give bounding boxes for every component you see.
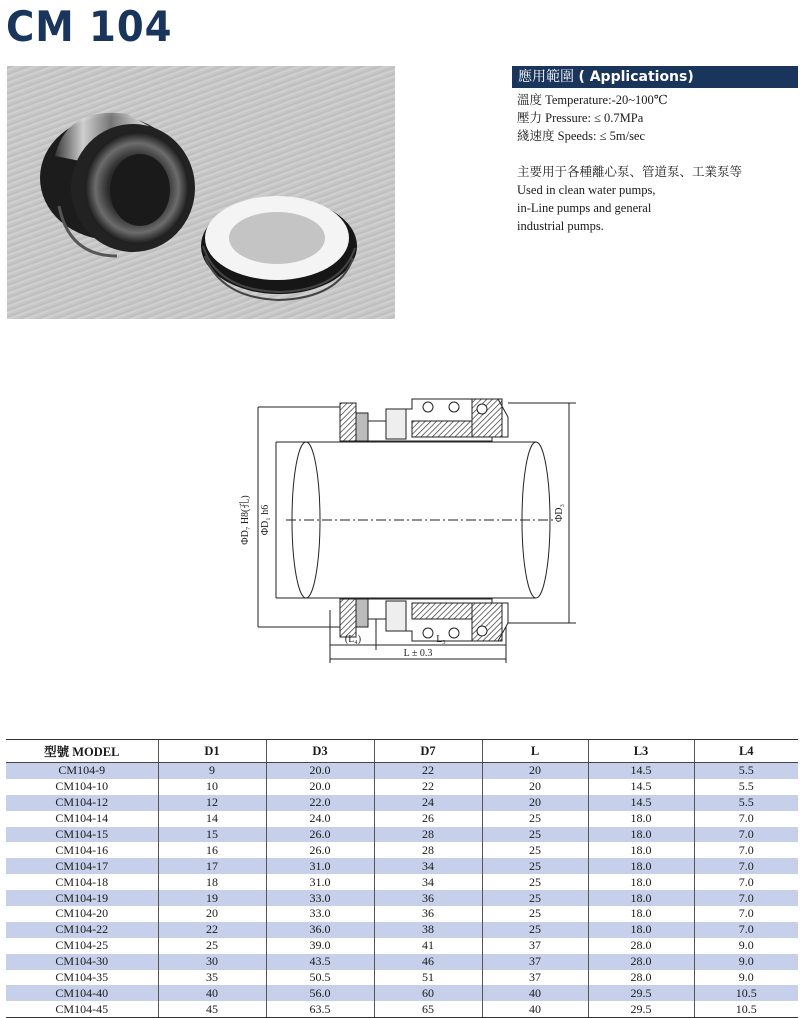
value-cell: 38: [374, 922, 482, 938]
value-cell: 25: [158, 938, 266, 954]
value-cell: 29.5: [588, 985, 694, 1001]
model-cell: CM104-25: [6, 938, 158, 954]
applications-heading-cn: 應用範圍: [518, 69, 574, 85]
value-cell: 22.0: [266, 795, 374, 811]
header-d1: D1: [158, 740, 266, 763]
model-cell: CM104-35: [6, 970, 158, 986]
label-d3: ΦD₃: [554, 503, 565, 523]
model-cell: CM104-30: [6, 954, 158, 970]
page-title: CM 104: [6, 2, 173, 51]
model-table: [6, 739, 798, 1018]
header-model: 型號 MODEL: [6, 740, 158, 763]
value-cell: 10: [158, 779, 266, 795]
value-cell: 26.0: [266, 827, 374, 843]
value-cell: 51: [374, 970, 482, 986]
value-cell: 50.5: [266, 970, 374, 986]
speed-spec: 綫速度 Speeds: ≤ 5m/sec: [517, 129, 646, 143]
table-row: [6, 985, 798, 1001]
value-cell: 31.0: [266, 874, 374, 890]
value-cell: 20: [482, 779, 588, 795]
label-d7: ΦD₇ H8(孔): [240, 495, 251, 545]
value-cell: 40: [158, 985, 266, 1001]
table-row: [6, 842, 798, 858]
value-cell: 17: [158, 858, 266, 874]
applications-usage: [517, 163, 742, 235]
value-cell: 63.5: [266, 1001, 374, 1017]
value-cell: 7.0: [694, 874, 798, 890]
value-cell: 28: [374, 842, 482, 858]
table-row: [6, 858, 798, 874]
value-cell: 7.0: [694, 811, 798, 827]
value-cell: 20: [158, 906, 266, 922]
value-cell: 24: [374, 795, 482, 811]
label-l: L ± 0.3: [403, 648, 433, 659]
value-cell: 25: [482, 827, 588, 843]
value-cell: 14: [158, 811, 266, 827]
value-cell: 28.0: [588, 938, 694, 954]
value-cell: 5.5: [694, 779, 798, 795]
model-cell: CM104-22: [6, 922, 158, 938]
value-cell: 25: [482, 922, 588, 938]
header-d3: D3: [266, 740, 374, 763]
value-cell: 7.0: [694, 890, 798, 906]
table-row: [6, 922, 798, 938]
model-cell: CM104-19: [6, 890, 158, 906]
value-cell: 18.0: [588, 827, 694, 843]
value-cell: 20: [482, 795, 588, 811]
value-cell: 9: [158, 763, 266, 779]
value-cell: 29.5: [588, 1001, 694, 1017]
usage-en-line-1: Used in clean water pumps,: [517, 183, 656, 197]
value-cell: 43.5: [266, 954, 374, 970]
usage-en-line-2: in-Line pumps and general: [517, 201, 652, 215]
value-cell: 9.0: [694, 954, 798, 970]
value-cell: 7.0: [694, 827, 798, 843]
model-cell: CM104-15: [6, 827, 158, 843]
value-cell: 22: [374, 763, 482, 779]
value-cell: 18: [158, 874, 266, 890]
usage-cn: 主要用于各種離心泵、管道泵、工業泵等: [517, 165, 743, 179]
value-cell: 28: [374, 827, 482, 843]
value-cell: 65: [374, 1001, 482, 1017]
technical-drawing: [236, 395, 576, 680]
value-cell: 26: [374, 811, 482, 827]
value-cell: 33.0: [266, 890, 374, 906]
model-cell: CM104-18: [6, 874, 158, 890]
value-cell: 45: [158, 1001, 266, 1017]
applications-specs: [517, 91, 668, 145]
header-d7: D7: [374, 740, 482, 763]
value-cell: 10.5: [694, 1001, 798, 1017]
value-cell: 16: [158, 842, 266, 858]
value-cell: 9.0: [694, 970, 798, 986]
value-cell: 5.5: [694, 795, 798, 811]
value-cell: 39.0: [266, 938, 374, 954]
value-cell: 35: [158, 970, 266, 986]
applications-heading-en: ( Applications): [578, 69, 694, 85]
value-cell: 15: [158, 827, 266, 843]
value-cell: 22: [158, 922, 266, 938]
value-cell: 20: [482, 763, 588, 779]
table-row: [6, 763, 798, 779]
model-cell: CM104-17: [6, 858, 158, 874]
table-row: [6, 827, 798, 843]
table-row: [6, 779, 798, 795]
value-cell: 9.0: [694, 938, 798, 954]
header-l3: L3: [588, 740, 694, 763]
table-row: [6, 954, 798, 970]
applications-heading: [512, 66, 798, 88]
model-cell: CM104-9: [6, 763, 158, 779]
header-l: L: [482, 740, 588, 763]
temperature-spec: 溫度 Temperature:-20~100℃: [517, 93, 668, 107]
value-cell: 36.0: [266, 922, 374, 938]
value-cell: 20.0: [266, 763, 374, 779]
value-cell: 36: [374, 890, 482, 906]
value-cell: 18.0: [588, 842, 694, 858]
table-row: [6, 811, 798, 827]
value-cell: 37: [482, 938, 588, 954]
model-cell: CM104-14: [6, 811, 158, 827]
pressure-spec: 壓力 Pressure: ≤ 0.7MPa: [517, 111, 644, 125]
value-cell: 18.0: [588, 858, 694, 874]
value-cell: 46: [374, 954, 482, 970]
table-row: [6, 1001, 798, 1017]
value-cell: 34: [374, 874, 482, 890]
table-header-row: [6, 740, 798, 763]
product-photo: [7, 66, 395, 319]
value-cell: 18.0: [588, 811, 694, 827]
value-cell: 5.5: [694, 763, 798, 779]
value-cell: 14.5: [588, 779, 694, 795]
value-cell: 14.5: [588, 795, 694, 811]
value-cell: 22: [374, 779, 482, 795]
table-row: [6, 890, 798, 906]
value-cell: 25: [482, 874, 588, 890]
value-cell: 26.0: [266, 842, 374, 858]
value-cell: 40: [482, 1001, 588, 1017]
value-cell: 24.0: [266, 811, 374, 827]
value-cell: 18.0: [588, 890, 694, 906]
value-cell: 25: [482, 906, 588, 922]
table-row: [6, 874, 798, 890]
usage-en-line-3: industrial pumps.: [517, 219, 604, 233]
value-cell: 25: [482, 858, 588, 874]
value-cell: 30: [158, 954, 266, 970]
value-cell: 28.0: [588, 954, 694, 970]
model-cell: CM104-40: [6, 985, 158, 1001]
label-l4: (L₄): [344, 634, 362, 645]
value-cell: 18.0: [588, 906, 694, 922]
value-cell: 7.0: [694, 842, 798, 858]
table-row: [6, 938, 798, 954]
value-cell: 25: [482, 811, 588, 827]
table-row: [6, 906, 798, 922]
value-cell: 25: [482, 842, 588, 858]
value-cell: 7.0: [694, 922, 798, 938]
model-cell: CM104-45: [6, 1001, 158, 1017]
value-cell: 7.0: [694, 858, 798, 874]
value-cell: 18.0: [588, 922, 694, 938]
model-cell: CM104-12: [6, 795, 158, 811]
value-cell: 10.5: [694, 985, 798, 1001]
value-cell: 33.0: [266, 906, 374, 922]
value-cell: 31.0: [266, 858, 374, 874]
value-cell: 7.0: [694, 906, 798, 922]
table-row: [6, 795, 798, 811]
value-cell: 56.0: [266, 985, 374, 1001]
value-cell: 40: [482, 985, 588, 1001]
value-cell: 37: [482, 970, 588, 986]
value-cell: 20.0: [266, 779, 374, 795]
value-cell: 28.0: [588, 970, 694, 986]
value-cell: 25: [482, 890, 588, 906]
label-l3: L₃: [436, 634, 446, 645]
value-cell: 19: [158, 890, 266, 906]
value-cell: 37: [482, 954, 588, 970]
value-cell: 18.0: [588, 874, 694, 890]
value-cell: 41: [374, 938, 482, 954]
table-row: [6, 970, 798, 986]
value-cell: 14.5: [588, 763, 694, 779]
label-d1: ΦD₁ h6: [260, 504, 271, 536]
model-cell: CM104-20: [6, 906, 158, 922]
value-cell: 36: [374, 906, 482, 922]
value-cell: 34: [374, 858, 482, 874]
value-cell: 60: [374, 985, 482, 1001]
model-cell: CM104-16: [6, 842, 158, 858]
value-cell: 12: [158, 795, 266, 811]
header-l4: L4: [694, 740, 798, 763]
model-cell: CM104-10: [6, 779, 158, 795]
